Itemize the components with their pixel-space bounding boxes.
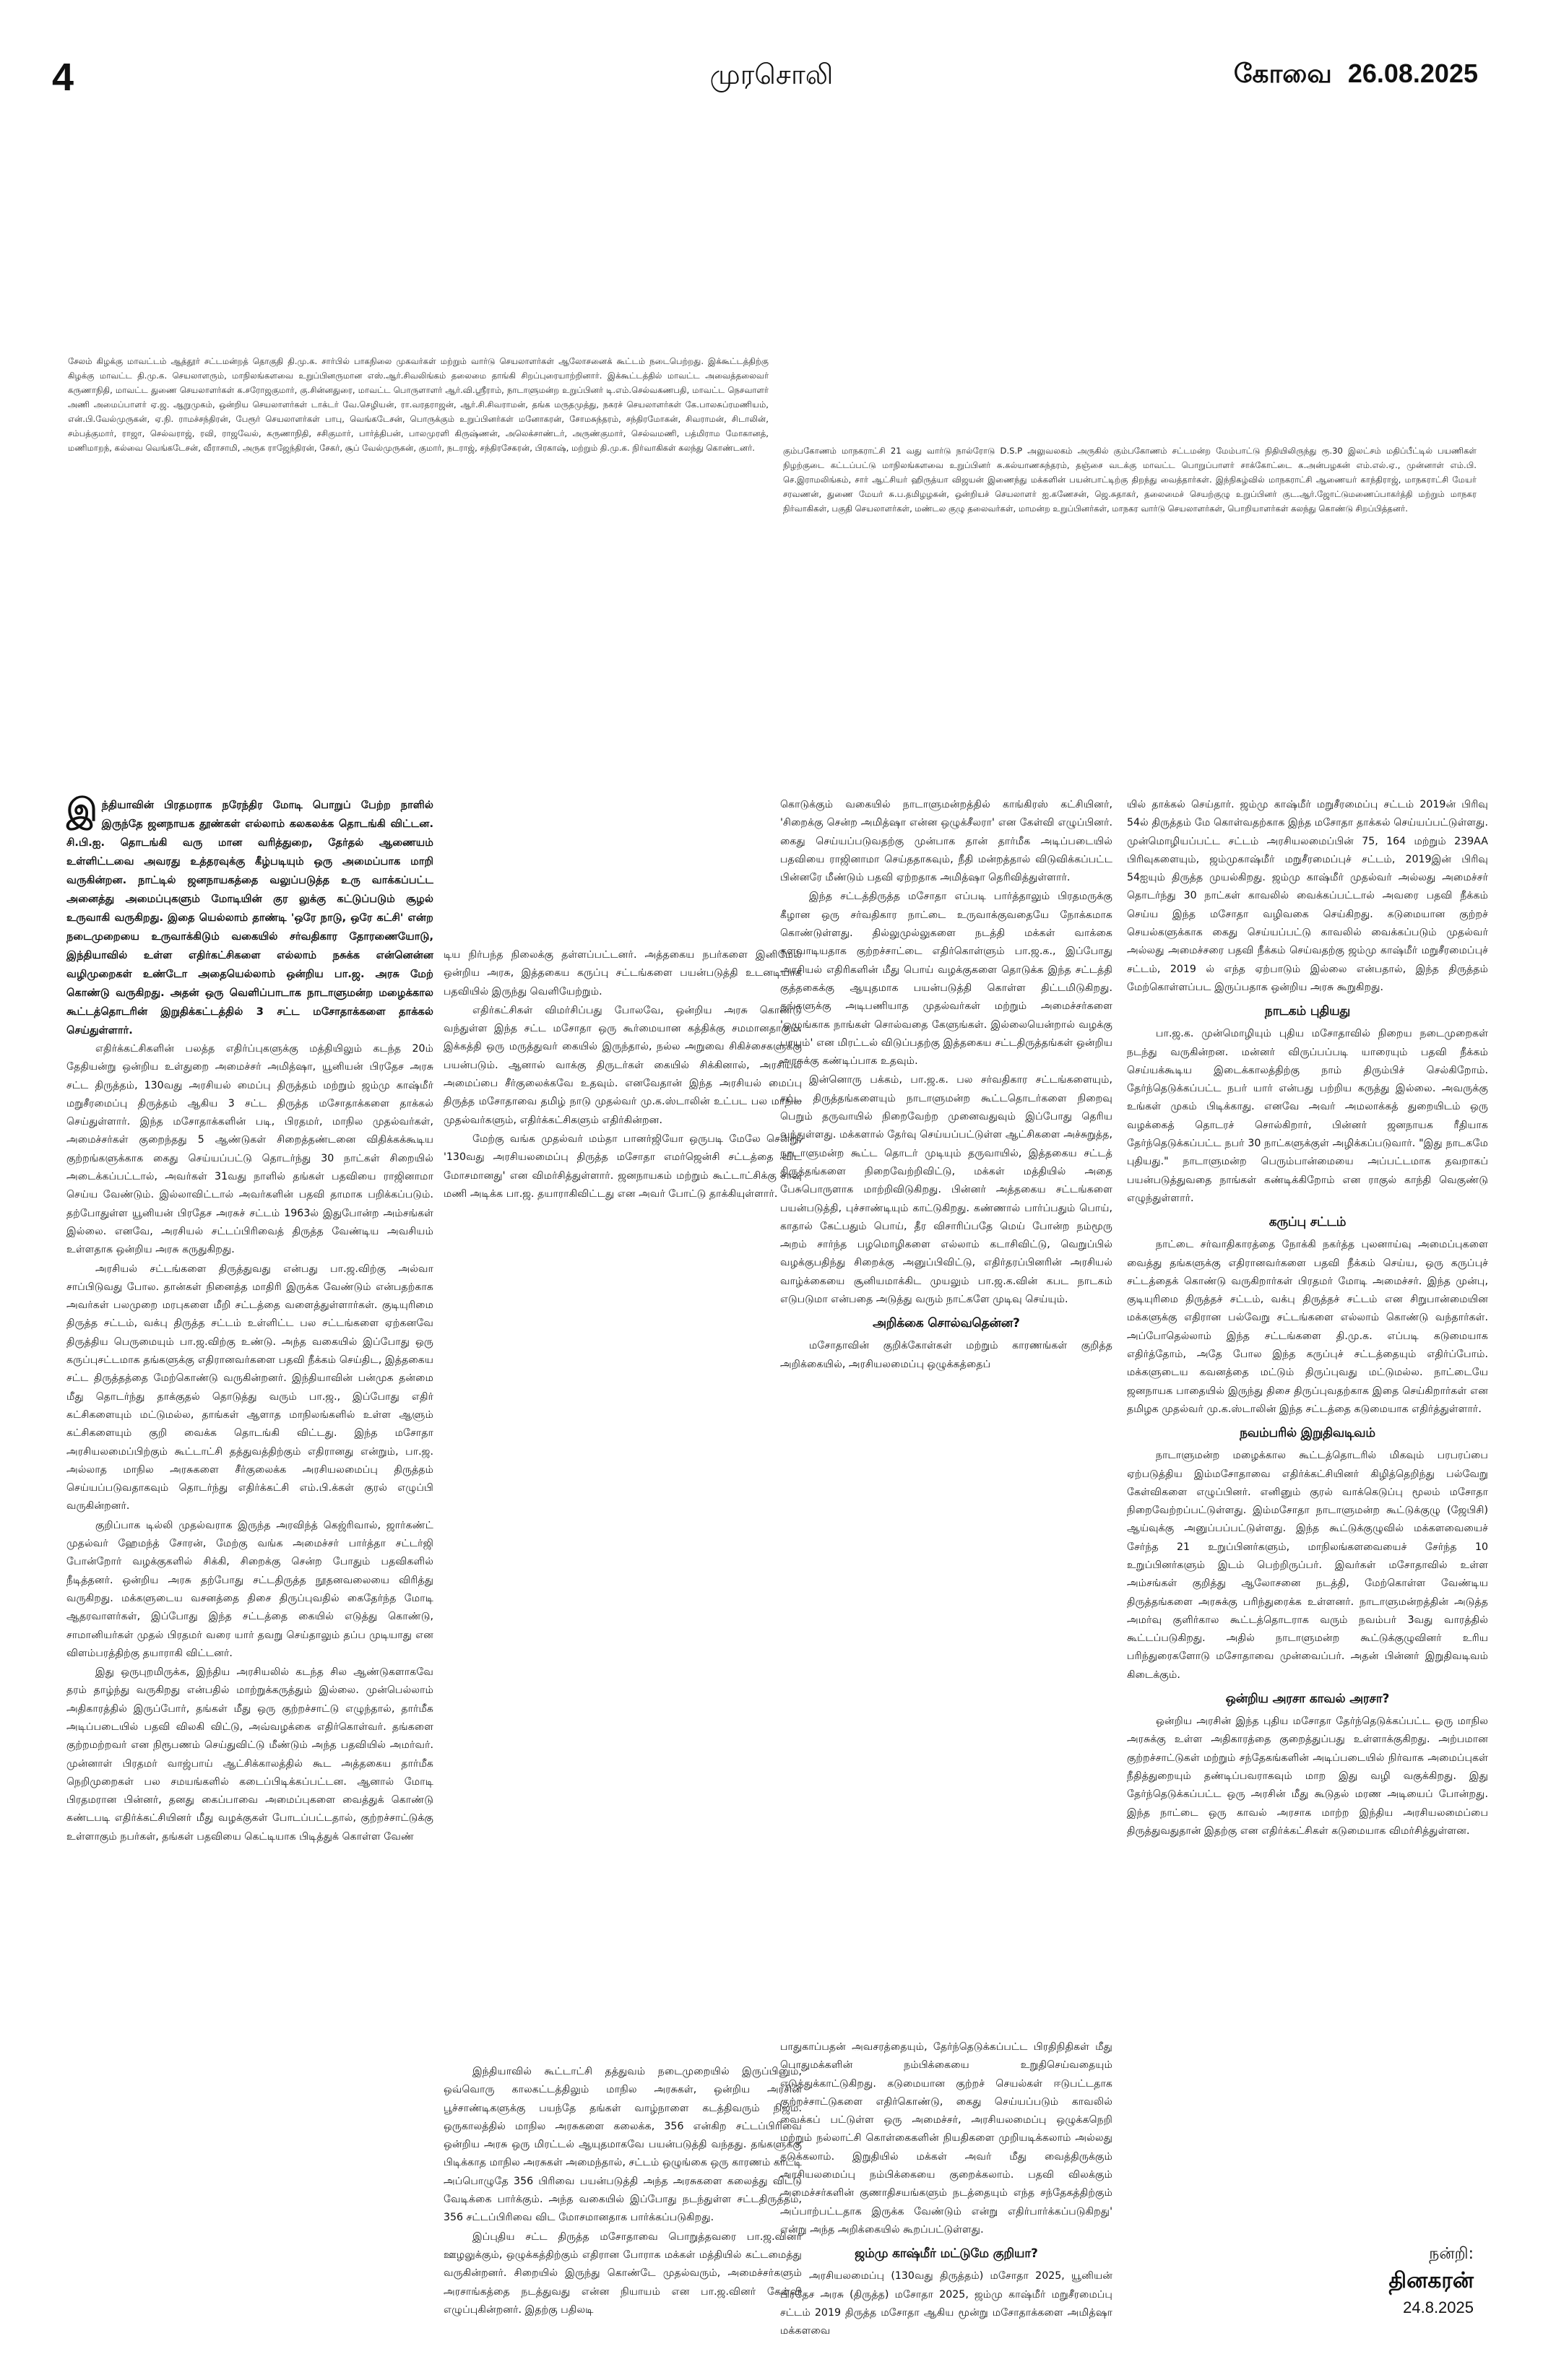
dateline-city: கோவை <box>1233 59 1332 89</box>
article-paragraph: நாட்டை சர்வாதிகாரத்தை நோக்கி நகர்த்த புலனாய்வு அமைப்புகளை வைத்து தங்களுக்கு எதிரானவர்களை பதவி நீக்கம் செய்ய, ஒரு கருப்புச் சட்டத்தைக் கொண்டு வருகிறார்கள் பிரதமர் மோடி அமைச்சர். இந்த முன்பு, குடியுரிமை திருத்தச் சட்டம், வக்பு திருத்தச் சட்டம் என சிறுபான்மையின மக்களுக்கு எதிரான பல்வேறு சட்டங்களை எல்லாம் கொண்டு வந்தார்கள். அப்போதெல்லாம் இந்த சட்டங்களை தி.மு.க. எப்படி கடுமையாக எதிர்த்தோம், அதே போல இந்த கருப்புச் சட்டத்தையும் எதிர்ப்போம். மக்களுடைய கவனத்தை மட்டும் திருப்புவது மட்டுமல்ல. நாட்டையே ஜனநாயக பாதையில் இருந்து திசை திருப்புவதற்காக இதை செய்கிறார்கள் என தமிழக முதல்வர் மு.க.ஸ்டாலின் இந்த சட்டத்தை கடுமையாக எதிர்த்துள்ளார். <box>1127 1239 1488 1415</box>
article-paragraph: இன்னொரு பக்கம், பா.ஜ.க. பல சர்வதிகார சட்டங்களையும், சட்ட திருத்தங்களையும் நாடாளுமன்ற கூட்டதொடர்களை நிறைவு பெறும் தருவாயில் நிறைவேற்ற முனைவதுவும் இப்போது தெரிய வந்துள்ளது. மக்களால் தேர்வு செய்யப்பட்டுள்ள ஆட்சிகளை அச்சுறுத்த, நாடாளுமன்ற கூட்ட தொடர் முடியும் தருவாயில், இத்தகைய சட்டத் திருத்தங்களை நிறைவேற்றிவிட்டு, மக்கள் மத்தியில் அதை பேசுபொருளாக மாற்றிவிடுகிறது. பின்னர் அத்தகைய சட்டங்களை பயன்படுத்தி, புச்சாண்டியும் காட்டுகிறது. கண்ணால் பார்ப்பதும் பொய், காதால் கேட்பதும் பொய், தீர விசாரிப்பதே மெய் போன்ற நம்மூரு அறம் சார்ந்த பழமொழிகளை எல்லாம் கடாசிவிட்டு, வெறுப்பில் வழக்குபதிந்து சிறைக்கு அனுப்பிவிட்டு, எதிர்தரப்பினரின் அரசியல் வாழ்க்கையை சூனியமாக்கிட முயலும் பா.ஜ.க.வின் கபட நாடகம் எடுபடுமா என்பதை அடுத்து வரும் நாட்களே முடிவு செய்யும். <box>780 1074 1112 1306</box>
credit-thanks: நன்றி: <box>1429 2245 1474 2263</box>
article-paragraph: யில் தாக்கல் செய்தார். ஜம்மு காஷ்மீர் மறுசீரமைப்பு சட்டம் 2019ன் பிரிவு 54ல் திருத்தம் மே கொள்வதற்காக இந்த மசோதா தாக்கல் செய்யப்பட்டுள்ளது. முன்மொழியப்பட்ட சட்டம் அரசியலமைப்பின் 75, 164 மற்றும் 239AA பிரிவுகளையும், ஜம்முகாஷ்மீர் மறுசீரமைப்புச் சட்டம், 2019இன் பிரிவு 54ஐயும் திருத்த முயல்கிறது. ஜம்மு காஷ்மீர் முதல்வர் அல்லது அமைச்சர் தொடர்ந்து 30 நாட்கள் காவலில் வைக்கப்பட்டால் அவரை பதவி நீக்கம் செய்ய இந்த மசோதா வழிவகை செய்கிறது. கடுமையான குற்றச் செயல்களுக்காக கைது செய்யப்பட்டு காவலில் வைக்கப்படும் முதல்வர் அல்லது அமைச்சரை பதவி நீக்கம் செய்வதற்கு ஜம்மு காஷ்மீர் மறுசீரமைப்புச் சட்டம், 2019 ல் எந்த ஏற்பாடும் இல்லை என்பதால், இந்த திருத்தம் மேற்கொள்ளப்பட இருப்பதாக ஒன்றிய அரசு கூறுகிறது. <box>1127 799 1488 993</box>
article-paragraph: பா.ஜ.க. முன்மொழியும் புதிய மசோதாவில் நிறைய நடைமுறைகள் நடந்து வருகின்றன. மன்னர் விருப்பப்படி யாரையும் பதவி நீக்கம் செய்யக்கூடிய இடைக்காலத்திற்கு நாம் திரும்பிச் செல்கிறோம். தேர்ந்தெடுக்கப்பட்ட நபர் யார் என்பது பற்றிய கருத்து இல்லை. அவருக்கு உங்கள் முகம் பிடிக்காது. எனவே அவர் அமலாக்கத் துறையிடம் ஒரு வழக்கைத் தொடரச் சொல்கிறார், பின்னர் ஜனநாயக ரீதியாக தேர்ந்தெடுக்கப்பட்ட நபர் 30 நாட்களுக்குள் அழிக்கப்படுவார். "இது நாடகமே புதியது." நாடாளுமன்ற பெரும்பான்மையை அப்பட்டமாக தவறாகப் பயன்படுத்துவதை நாங்கள் கண்டிக்கிறோம் என ராகுல் காந்தி வெகுண்டு எழுந்துள்ளார். <box>1127 1028 1488 1204</box>
article-paragraph: இந்தியாவில் கூட்டாட்சி தத்துவம் நடைமுறையில் இருப்பினும், ஒவ்வொரு காலகட்டத்திலும் மாநில அரசுகள், ஒன்றிய அரசின் பூச்சாண்டிகளுக்கு பயந்தே தங்கள் வாழ்நாளை கடத்திவரும் நிஜம். ஒருகாலத்தில் மாநில அரசுகளை கலைக்க, 356 என்கிற சட்டப்பிரிவை ஒன்றிய அரசு ஒரு மிரட்டல் ஆயுதமாகவே பயன்படுத்தி வந்தது. தங்களுக்கு பிடிக்காத மாநில அரசுகள் அமைந்தால், சட்டம் ஒழுங்கை ஒரு காரணம் காட்டி அப்பொழுதே 356 பிரிவை பயன்படுத்தி அந்த அரசுகளை கலைத்து விட்டு வேடிக்கை பார்க்கும். அந்த வகையில் இப்போது நடந்துள்ள சட்டதிருத்தம், 356 சட்டப்பிரிவை விட மோசமானதாக பார்க்கப்படுகிறது. <box>444 2066 802 2224</box>
article-paragraph: கொடுக்கும் வகையில் நாடாளுமன்றத்தில் காங்கிரஸ் கட்சியினர், 'சிறைக்கு சென்ற அமித்ஷா என்ன ஒழுக்சீலரா' என கேள்வி எழுப்பினர். கைது செய்யப்படுவதற்கு முன்பாக தான் தார்மீக அடிப்படையில் பதவியை ராஜினாமா செய்ததாகவும், நீதி மன்றத்தால் விடுவிக்கப்பட்ட பின்னரே மீண்டும் பதவி ஏற்றதாக அமித்ஷா தெரிவித்துள்ளார். <box>780 799 1112 884</box>
subheading: நாடகம் புதியது <box>1264 1003 1351 1018</box>
article-paragraph: அரசியலமைப்பு (130வது திருத்தம்) மசோதா 2025, யூனியன் பிரதேச அரசு (திருத்த) மசோதா 2025, ஜம்மு காஷ்மீர் மறுசீரமைப்பு சட்டம் 2019 திருத்த மசோதா ஆகிய மூன்று மசோதாக்களை அமித்ஷா மக்களவை <box>780 2270 1112 2337</box>
lede-text: ந்தியாவின் பிரதமராக நரேந்திர மோடி பொறுப் பேற்ற நாளில் இருந்தே ஜனநாயக தூண்கள் எல்லாம் கலகலக்க தொடங்கி விட்டன. சி.பி.ஐ. தொடங்கி வரு மான வரித்துறை, தேர்தல் ஆணையம் உள்ளிட்டவை அவரது உத்தரவுக்கு கீழ்படியும் ஒரு அமைப்பாக மாறி வருகின்றன. நாட்டில் ஜனநாயகத்தை வலுப்படுத்த உரு வாக்கப்பட்ட அனைத்து அமைப்புகளும் மோடியின் குர லுக்கு கட்டுப்படும் சூழல் உருவாகி வருகிறது. இதை யெல்லாம் தாண்டி 'ஒரே நாடு, ஒரே கட்சி' என்ற நடைமுறையை உருவாக்கிடும் வகையில் சர்வதிகார தோரணையோடு, இந்தியாவில் உள்ள எதிர்கட்சிகளை எல்லாம் நசுக்க என்னென்ன வழிமுறைகள் உண்டோ அதையெல்லாம் ஒன்றிய பா.ஜ. அரசு மேற் கொண்டு வருகிறது. அதன் ஒரு வெளிப்பாடாக நாடாளுமன்ற மழைக்கால கூட்டத்தொடரின் இறுதிக்கட்டத்தில் 3 சட்ட மசோதாக்களை தாக்கல் செய்துள்ளார். <box>66 799 433 1037</box>
photo-caption-left: சேலம் கிழக்கு மாவட்டம் ஆத்தூர் சட்டமன்றத் தொகுதி தி.மு.க. சார்பில் பாகநிலை முகவர்கள் மற்றும் வார்டு செயலாளர்கள் ஆலோசனைக் கூட்டம் நடைபெற்றது. இக்கூட்டத்திற்கு கிழக்கு மாவட்ட தி.மு.க. செயலாளரும், மாநிலங்களவை உறுப்பினருமான எஸ்.ஆர்.சிவலிங்கம் தலைமை தாங்கி சிறப்புரையாற்றினார். இக்கூட்டத்தில் மாவட்ட அவைத்தலைவர் கருணாநிதி, மாவட்ட துணை செயலாளர்கள் க.சரோஜகுமார், கு.சின்னதுரை, மாவட்ட பொருளாளர் ஆர்.வி.ஸ்ரீராம், நாடாளுமன்ற உறுப்பினர் டி.எம்.செல்வகணபதி, மாவட்ட நெசவாளர் அணி அமைப்பாளர் ஏ.ஜ. ஆறுமுகம், ஒன்றிய செயலாளர்கள் டாக்டர் வே.செழியன், ரா.வரதராஜன், ஆர்.சி.சிவராமன், தங்க மருதமுத்து, நகரச் செயலாளர்கள் கே.பாலசுப்ரமணியம், என்.பி.வேல்முருகன், ஏ.நி. ராமச்சந்திரன், பேரூர் செயலாளர்கள் பாபு, வெங்கடேசன், பொருக்கும் உறுப்பினர்கள் மனோகரன், சோமசுந்தரம், சந்திரமோகன், சிவராமன், சிடாலின், சம்பத்குமார், ராஜா, செல்வராஜ், ரவி, ராஜவேல், கருணாநிதி, சசிகுமார், பார்த்திபன், பாலமுரளி கிருஷ்ணன், அலெக்சாண்டர், அருண்குமார், செல்வமணி, பத்மிராம மோகானத், மணிமாறந், கல்வை வெங்கடேசன், வீராசாமி, அருக ராஜேந்திரன், சேகர், சூப் வேல்முருகன், குமார், நடராஜ், சந்திரசேகரன், பிரகாஷ், மற்றும் தி.மு.க. நிர்வாகிகள் கலந்து கொண்டனர். <box>68 356 769 453</box>
subheading: ஜம்மு காஷ்மீர் மட்டுமே குறியா? <box>855 2246 1038 2261</box>
article-paragraph: பாதுகாப்பதன் அவசரத்தையும், தேர்ந்தெடுக்கப்பட்ட பிரதிநிதிகள் மீது பொதுமக்களின் நம்பிக்கையை உறுதிசெய்வதையும் எடுத்துக்காட்டுகிறது. கடுமையான குற்றச் செயல்கள் ஈடுபட்டதாக குற்றச்சாட்டுகளை எதிர்கொண்டு, கைது செய்யப்படும் காவலில் வைக்கப் பட்டுள்ள ஒரு அமைச்சர், அரசியலமைப்பு ஒழுக்கநெறி மற்றும் நல்லாட்சி கொள்கைகளின் நியதிகளை முறியடிக்கலாம் அல்லது தடுக்கலாம். இறுதியில் மக்கள் அவர் மீது வைத்திருக்கும் அரசியலமைப்பு நம்பிக்கையை குறைக்கலாம். பதவி விலக்கும் அமைச்சர்களின் குணாதிசயங்களும் நடத்தையும் எந்த சந்தேகத்திற்கும் அப்பாற்பட்டதாக இருக்க வேண்டும் என்று எதிர்பார்க்கப்படுகிறது' என்று அந்த அறிக்கையில் கூறப்பட்டுள்ளது. <box>780 2041 1112 2236</box>
credit-date: 24.8.2025 <box>1403 2298 1474 2316</box>
article-paragraph: மேற்கு வங்க முதல்வர் மம்தா பானர்ஜியோ ஒருபடி மேலே சென்று, '130வது அரசியலமைப்பு திருத்த மசோதா எமர்ஜென்சி சட்டத்தை விட மோசமானது' என விமர்சித்துள்ளார். ஜனநாயகம் மற்றும் கூட்டாட்சிக்கு சாவு மணி அடிக்க பா.ஜ. தயாராகிவிட்டது என அவர் போட்டு தாக்கியுள்ளார். <box>444 1133 802 1200</box>
article-column-3-bottom <box>780 2038 1112 2340</box>
article-column-3-top <box>780 796 1112 1374</box>
page-number: 4 <box>52 56 74 99</box>
article-column-2-top <box>444 946 802 1203</box>
article-paragraph: இது ஒருபுறமிருக்க, இந்திய அரசியலில் கடந்த சில ஆண்டுகளாகவே தரம் தாழ்ந்து வருகிறது என்பதில் மாற்றுக்கருத்தும் இல்லை. முன்பெல்லாம் அதிகாரத்தில் இருப்போர், தங்கள் மீது ஒரு குற்றச்சாட்டு எழுந்தால், தார்மீக அடிப்படையில் பதவி விலகி விட்டு, அவ்வழக்கை எதிர்கொள்வர். தங்களை குற்றமற்றவர் என நிரூபணம் செய்துவிட்டு மீண்டும் அந்த பதவியில் அமர்வர். முன்னாள் பிரதமர் வாஜ்பாய் ஆட்சிக்காலத்தில் கூட அத்தகைய தார்மீக நெறிமுறைகள் பல சமயங்களில் கடைப்பிடிக்கப்பட்டன. ஆனால் மோடி பிரதமரான பின்னர், தனது கைப்பாவை அமைப்புகளை வைத்துக் கொண்டு கண்டபடி எதிர்க்கட்சியினர் மீது வழக்குகள் போடப்பட்டதால், குற்றச்சாட்டுக்கு உள்ளாகும் நபர்கள், தங்கள் பதவியை கெட்டியாக பிடித்துக் கொள்ள வேண் <box>66 1666 433 1843</box>
article-paragraph: டிய நிர்பந்த நிலைக்கு தள்ளப்பட்டனர். அத்தகைய நபர்களை இனிமேல் ஒன்றிய அரசு, இத்தகைய கருப்பு சட்டங்களை பயன்படுத்தி உடனடியாக பதவியில் இருந்து வெளியேற்றும். <box>444 949 802 998</box>
subheading: நவம்பரில் இறுதிவடிவம் <box>1240 1425 1375 1440</box>
source-credit <box>1389 2242 1474 2320</box>
article-column-4 <box>1127 796 1488 1840</box>
article-paragraph: ஒன்றிய அரசின் இந்த புதிய மசோதா தேர்ந்தெடுக்கப்பட்ட ஒரு மாநில அரசுக்கு உள்ள அதிகாரத்தை குறைத்துப்பது உள்ளாக்குகிறது. அற்பமான குற்றச்சாட்டுகள் மற்றும் சந்தேகங்களின் அடிப்படையில் நிர்வாக அமைப்புகள் நீதித்துறையும் தண்டிப்பவராகவும் மாற இது வழி வகுக்கிறது. இது தேர்ந்தெடுக்கப்பட்ட ஒரு அரசின் மீது கூடுதல் மரண அடியைப் போன்றது. இந்த நாட்டை ஒரு காவல் அரசாக மாற்ற இந்திய அரசியலமைப்பை திருத்துவதுதான் இதற்கு என எதிர்க்கட்சிகள் கடுமையாக விமர்சித்துள்ளன. <box>1127 1715 1488 1837</box>
article-lede <box>66 792 433 1040</box>
article-paragraph: எதிர்கட்சிகள் விமர்சிப்பது போலவே, ஒன்றிய அரசு கொண்டு வந்துள்ள இந்த சட்ட மசோதா ஒரு கூர்மையான கத்திக்கு சமமானதாகும். இக்கத்தி ஒரு மருத்துவர் கையில் இருந்தால், நல்ல அறுவை சிகிச்சைகளுக்கு பயன்படும். ஆனால் வாக்கு திருடர்கள் கையில் சிக்கினால், அரசியல் அமைப்பை சீர்குலைக்கவே உதவும். எனவேதான் இந்த அரசியல் மைப்பு திருத்த மசோதாவை தமிழ் நாடு முதல்வர் மு.க.ஸ்டாலின் உட்பட பல மாநில முதல்வர்களும், எதிர்க்கட்சிகளும் எதிர்கின்றன. <box>444 1004 802 1126</box>
subheading: கருப்பு சட்டம் <box>1268 1214 1347 1229</box>
article-paragraph: இந்த சட்டத்திருத்த மசோதா எப்படி பார்த்தாலும் பிரதமருக்கு கீழான ஒரு சர்வதிகார நாட்டை உருவாக்குவதையே நோக்கமாக கொண்டுள்ளது. தில்லுமுல்லுகளை நடத்தி மக்கள் வாக்கை களவாடியதாக குற்றச்சாட்டை எதிர்கொள்ளும் பா.ஜ.க., இப்போது அரசியல் எதிரிகளின் மீது பொய் வழக்குகளை தொடுக்க இந்த சட்டத்தி குத்தகைக்கு ஆயுதமாக பயன்படுத்தி கொள்ள திட்டமிடுகிறது. தங்களுக்கு அடிபணியாத முதல்வர்கள் மற்றும் அமைச்சர்களை 'ஒழுங்காக நாங்கள் சொல்வதை கேளுங்கள். இல்லையென்றால் வழக்கு பாயும்' என மிரட்டல் விடுப்பதற்கு இத்தகைய சட்டதிருத்தங்கள் ஒன்றிய அரசுக்கு கண்டிப்பாக உதவும். <box>780 891 1112 1068</box>
dateline <box>1234 61 1478 87</box>
article-paragraph: அரசியல் சட்டங்களை திருத்துவது என்பது பா.ஜ.விற்கு அல்வா சாப்பிடுவது போல. தான்கள் நினைத்த மாதிரி இருக்க வேண்டும் என்பதற்காக அவர்கள் பலமுறை மரபுகளை மீறி சட்டத்தை வளைத்துள்ளார்கள். குடியுரிமை திருத்த சட்டம், வக்பு திருத்த சட்டம் உள்ளிட்ட பல சட்டங்களை ஏற்கனவே திருத்திய பெருமையும் பா.ஜ.விற்கு உண்டு. அந்த வகையில் இப்போது ஒரு கருப்புசட்டமாக தங்களுக்கு எதிரானவர்களை பதவி நீக்கம் செய்திட, இத்தகைய சட்ட திருத்தத்தை மேற்கொண்டு வருகின்றனர். இந்தியாவின் பன்முக தன்மை மீது தொடர்ந்து தாக்குதல் தொடுத்து வரும் பா.ஜ., இப்போது எதிர் கட்சிகளையும் மட்டுமல்ல, தாங்கள் ஆளாத மாநிலங்களில் உள்ள ஆளும் கட்சிகளையும் குறி வைக்க தொடங்கி விட்டது. இந்த மசோதா அரசியலமைப்பிற்கும் கூட்டாட்சி தத்துவத்திற்கும் எதிரானது என்றும், பா.ஜ. அல்லாத மாநில அரசுகளை சீர்குலைக்க அரசியலமைப்பு திருத்தம் செய்யப்படுவதாகவும் தொடர்ந்து எதிர்க்கட்சி எம்.பி.க்கள் குரல் எழுப்பி வருகின்றனர். <box>66 1263 433 1513</box>
masthead: முரசொலி <box>709 59 834 90</box>
article-paragraph: மசோதாவின் குறிக்கோள்கள் மற்றும் காரணங்கள் குறித்த அறிக்கையில், அரசியலமைப்பு ஒழுக்கத்தைப் <box>780 1340 1112 1370</box>
subheading: ஒன்றிய அரசா காவல் அரசா? <box>1225 1691 1390 1706</box>
subheading: அறிக்கை சொல்வதென்ன? <box>873 1315 1020 1330</box>
article-column-2-bottom <box>444 2063 802 2319</box>
article-paragraph: குறிப்பாக டில்லி முதல்வராக இருந்த அரவிந்த் கெஜ்ரிவால், ஜார்கண்ட் முதல்வர் ஹேமந்த் சோரன், மேற்கு வங்க அமைச்சர் பார்த்தா சட்டர்ஜி போன்றோர் வழக்குகளில் சிக்கி, சிறைக்கு சென்ற போதும் பதவிகளில் நீடித்தனர். ஒன்றிய அரசு தற்போது சட்டதிருத்த நூதனவலையை விரித்து வருகிறது. மக்களுடைய வசனத்தை திசை திருப்புவதில் கைதேர்ந்த மோடி ஆதரவாளர்கள், இப்போது இந்த சட்டத்தை கையில் எடுத்து கொண்டு, சாமானியர்கள் முதல் பிரதமர் வரை யார் தவறு செய்தாலும் தப்ப முடியாது என விளம்பரத்திற்கு தயாராகி விட்டனர். <box>66 1519 433 1659</box>
drop-cap: இ <box>66 792 98 828</box>
article-column-1 <box>66 792 433 1846</box>
photo-caption-right: கும்பகோணம் மாநகராட்சி 21 வது வார்டு நால்ரோடு D.S.P அலுவலகம் அருகில் கும்பகோணம் சட்டமன்ற மேம்பாட்டு நிதியிலிருந்து ரூ.30 இலட்சம் மதிப்பீட்டில் பயணிகள் நிழற்குடை கட்டப்பட்டு மாநிலங்களவை உறுப்பினர் சு.கல்யாணசுந்தரம், தஞ்சை வடக்கு மாவட்ட பொறுப்பாளர் சாக்கோட்டை க.அன்பழகன் எம்.எல்.ஏ., முன்னாள் எம்.பி. செ.இராமலிங்கம், சார் ஆட்சியர் ஹிருத்யா விஜயன் இணைந்து மக்களின் பயன்பாட்டிற்கு திறந்து வைத்தார்கள். இந்நிகழ்வில் மாநகராட்சி ஆணையர் காந்திராஜ், மாநகராட்சி மேயர் சரவணன், துணை மேயர் சு.ப.தமிழழகன், ஒன்றியச் செயலாளர் ஐ.கணேசன், ஜெ.சுதாகர், தலைமைச் செயற்குழு உறுப்பினர் குட.ஆர்.ஜோட்டுமணைப்பாகர்த்தி மற்றும் மாநகர நிர்வாகிகள், பகுதி செயலாளர்கள், மண்டல குழு தலைவர்கள், மாமன்ற உறுப்பினர்கள், மாநகர வார்டு செயலாளர்கள், பொறியாளர்கள் கலந்து கொண்டு சிறப்பித்தனர். <box>783 446 1477 514</box>
article-paragraph: எதிர்க்கட்சிகளின் பலத்த எதிர்ப்புகளுக்கு மத்தியிலும் கடந்த 20ம் தேதியன்று ஒன்றிய உள்துறை அமைச்சர் அமித்ஷா, யூனியன் பிரதேச அரசு சட்ட திருத்தம், 130வது அரசியல் மைப்பு திருத்தம் மற்றும் ஜம்மு காஷ்மீர் மறுசீரமைப்பு திருத்தம் ஆகிய 3 சட்ட திருத்த மசோதாக்களை தாக்கல் செய்துள்ளார். இந்த மசோதாக்களின் படி, பிரதமர், மாநில முதல்வர்கள், அமைச்சர்கள் குறைந்தது 5 ஆண்டுகள் சிறைத்தண்டனை விதிக்கக்கூடிய குற்றங்களுக்காக கைது செய்யப்பட்டு தொடர்ந்து 30 நாட்கள் சிறையில் அடைக்கப்பட்டால், அவர்கள் 31வது நாளில் தங்கள் பதவியை ராஜினாமா செய்ய வேண்டும். இல்லாவிட்டால் அவர்களின் பதவி தாமாக பறிக்கப்படும். தற்போதுள்ள யூனியன் பிரதேச அரசுச் சட்டம் 1963ல் இதுபோன்ற அம்சங்கள் இல்லை. எனவே, அரசியல் சட்டப்பிரிவைத் திருத்த வேண்டிய அவசியம் உள்ளதாக ஒன்றிய அரசு கருதுகிறது. <box>66 1043 433 1256</box>
article-paragraph: நாடாளுமன்ற மழைக்கால கூட்டத்தொடரில் மிகவும் பரபரப்பை ஏற்படுத்திய இம்மசோதாவை எதிர்க்கட்சியினர் கிழித்தெறிந்து பல்வேறு கேள்விகளை எழுப்பினர். எனினும் குரல் வாக்கெடுப்பு மூலம் மசோதா நிறைவேற்றப்பட்டுள்ளது. இம்மசோதா நாடாளுமன்ற கூட்டுக்குழு (ஜேபிசி) ஆய்வுக்கு அனுப்பப்பட்டுள்ளது. இந்த கூட்டுக்குழுவில் மக்களவையைச் சேர்ந்த 21 உறுப்பினர்களும், மாநிலங்களவையைச் சேர்ந்த 10 உறுப்பினர்களும் இடம் பெற்றிருப்பர். இவர்கள் மசோதாவில் உள்ள அம்சங்கள் குறித்து ஆலோசனை நடத்தி, மேற்கொள்ள வேண்டிய திருத்தங்களை அரசுக்கு பரிந்துரைக்க உள்ளனர். நாடாளுமன்றத்தின் அடுத்த அமர்வு குளிர்கால கூட்டத்தொடராக வரும் நவம்பர் 3வது வாரத்தில் கூட்டப்படுகிறது. அதில் நாடாளுமன்ற கூட்டுக்குழுவினர் உரிய பரிந்துரைகளோடு மசோதாவை முன்வைப்பர். அதன் பின்னர் இறுதிவடிவம் கிடைக்கும். <box>1127 1450 1488 1681</box>
article-paragraph: இப்புதிய சட்ட திருத்த மசோதாவை பொறுத்தவரை பா.ஜ.வினர் ஊழலுக்கும், ஒழுக்கத்திற்கும் எதிரான போராக மக்கள் மத்தியில் கட்டமைத்து வருகின்றனர். சிறையில் இருந்து கொண்டே முதல்வரும், அமைச்சர்களும் அரசாங்கத்தை நடத்துவது என்ன நியாயம் என பா.ஜ.வினர் கேள்வி எழுப்புகின்றனர். இதற்கு பதிலடி <box>444 2230 802 2316</box>
dateline-date: 26.08.2025 <box>1347 59 1478 88</box>
credit-source: தினகரன் <box>1388 2268 1474 2293</box>
